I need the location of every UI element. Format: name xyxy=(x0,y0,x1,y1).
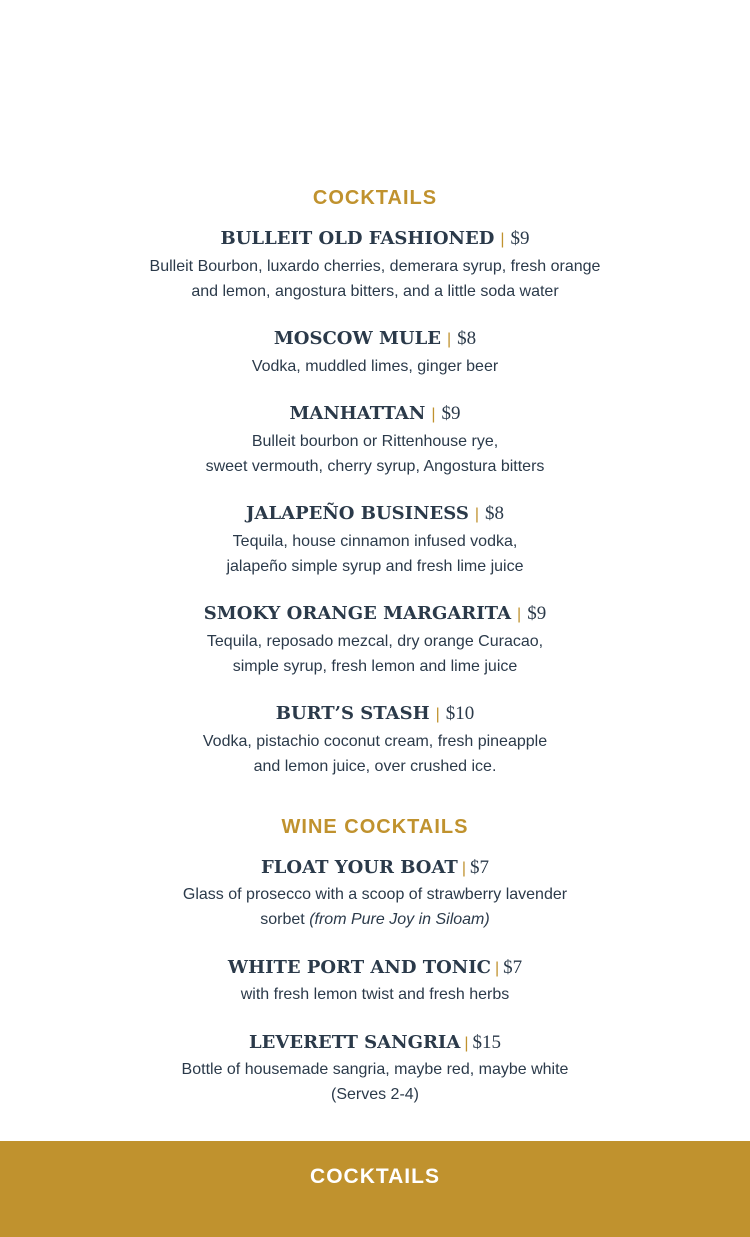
description-line: simple syrup, fresh lemon and lime juice xyxy=(232,658,518,675)
item-name: MANHATTAN xyxy=(289,403,426,424)
description-line: Tequila, house cinnamon infused vodka, xyxy=(232,533,518,550)
description-line: and lemon, angostura bitters, and a little soda water xyxy=(191,283,559,300)
item-name-leverett-sangria xyxy=(0,1032,750,1054)
item-price: $15 xyxy=(472,1032,501,1053)
item-price: $8 xyxy=(457,328,477,349)
item-price: $7 xyxy=(469,857,489,878)
description-text: sorbet xyxy=(260,911,310,928)
description-line: Tequila, reposado mezcal, dry orange Curacao, xyxy=(206,633,544,650)
footer-title: COCKTAILS xyxy=(310,1165,440,1188)
section-title-cocktails: COCKTAILS xyxy=(312,187,438,209)
price-separator: | xyxy=(500,231,505,248)
description-line: Vodka, pistachio coconut cream, fresh pineapple xyxy=(202,733,548,750)
item-name-moscow-mule xyxy=(0,328,750,350)
section-title-wine-cocktails: WINE COCKTAILS xyxy=(281,816,469,838)
item-name: BULLEIT OLD FASHIONED xyxy=(220,228,495,249)
item-price: $9 xyxy=(510,228,530,249)
price-separator: | xyxy=(446,331,452,348)
item-description xyxy=(0,354,750,379)
item-description xyxy=(0,729,750,779)
description-line: Bulleit bourbon or Rittenhouse rye, xyxy=(251,433,499,450)
item-description xyxy=(0,429,750,479)
item-name-bulleit-old-fashioned xyxy=(0,228,750,250)
price-separator: | xyxy=(461,860,466,877)
footer-bar xyxy=(0,1141,750,1237)
price-separator: | xyxy=(431,406,436,423)
item-price: $8 xyxy=(485,503,505,524)
description-line: (Serves 2-4) xyxy=(330,1086,420,1103)
description-italic-note: (from Pure Joy in Siloam) xyxy=(309,911,490,928)
item-name: LEVERETT SANGRIA xyxy=(249,1032,461,1053)
description-line: jalapeño simple syrup and fresh lime juice xyxy=(226,558,524,575)
item-name-manhattan xyxy=(0,403,750,425)
item-price: $10 xyxy=(445,703,475,724)
description-line: Vodka, muddled limes, ginger beer xyxy=(251,358,499,375)
price-separator: | xyxy=(494,960,500,977)
item-price: $9 xyxy=(527,603,547,624)
description-line: Bottle of housemade sangria, maybe red, maybe white xyxy=(181,1061,569,1078)
description-line: sweet vermouth, cherry syrup, Angostura bitters xyxy=(205,458,545,475)
item-description xyxy=(0,982,750,1007)
item-name: BURT’S STASH xyxy=(275,703,430,724)
price-separator: | xyxy=(517,606,522,623)
item-name: FLOAT YOUR BOAT xyxy=(261,857,458,878)
item-description xyxy=(0,254,750,304)
item-description xyxy=(0,1057,750,1107)
item-name: MOSCOW MULE xyxy=(273,328,441,349)
price-separator: | xyxy=(464,1035,469,1052)
price-separator: | xyxy=(474,506,480,523)
description-line xyxy=(0,907,750,932)
description-line: Glass of prosecco with a scoop of strawberry lavender xyxy=(182,886,568,903)
description-line: with fresh lemon twist and fresh herbs xyxy=(240,986,510,1003)
item-description xyxy=(0,629,750,679)
item-name-jalapeno-business xyxy=(0,503,750,525)
item-name-float-your-boat xyxy=(0,857,750,879)
item-name-white-port-and-tonic xyxy=(0,957,750,979)
item-name: SMOKY ORANGE MARGARITA xyxy=(203,603,512,624)
item-price: $7 xyxy=(503,957,523,978)
item-price: $9 xyxy=(441,403,461,424)
description-line: Bulleit Bourbon, luxardo cherries, demerara syrup, fresh orange xyxy=(149,258,601,275)
item-name: JALAPEÑO BUSINESS xyxy=(245,503,469,524)
item-name: WHITE PORT AND TONIC xyxy=(227,957,491,978)
description-line: and lemon juice, over crushed ice. xyxy=(253,758,497,775)
item-description xyxy=(0,882,750,932)
price-separator: | xyxy=(435,706,440,723)
item-description xyxy=(0,529,750,579)
item-name-burts-stash xyxy=(0,703,750,725)
item-name-smoky-orange-margarita xyxy=(0,603,750,625)
